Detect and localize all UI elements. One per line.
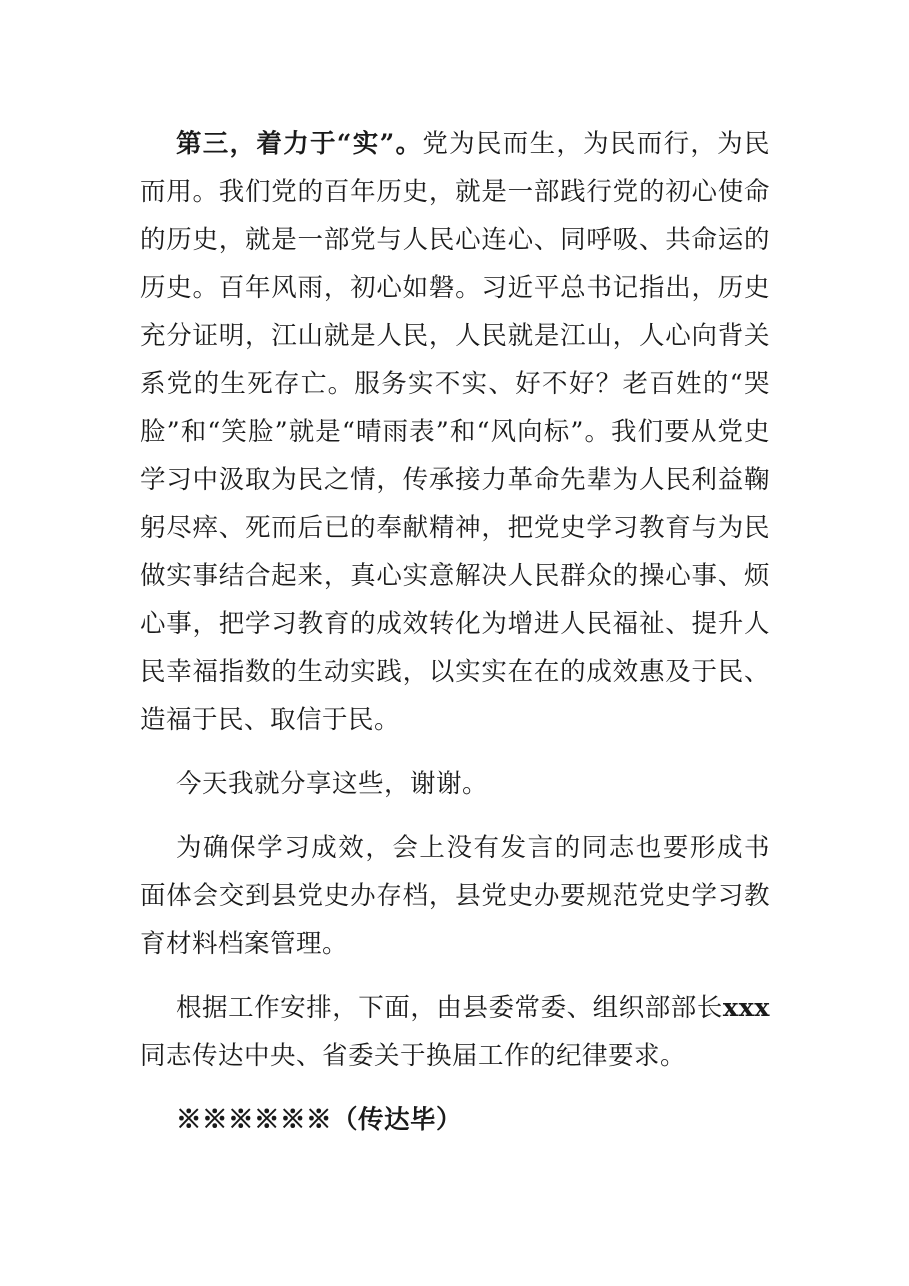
paragraph-work-arrangement bbox=[140, 984, 770, 1080]
paragraph-third-point bbox=[140, 120, 770, 744]
paragraph-thanks: 今天我就分享这些，谢谢。 bbox=[176, 769, 489, 799]
paragraph-relay-complete: ※※※※※※（传达毕） bbox=[176, 1105, 463, 1135]
paragraph-lead-heading: 第三，着力于“实”。 bbox=[176, 129, 423, 159]
official-name-placeholder: xxx bbox=[722, 993, 770, 1023]
document-page bbox=[140, 120, 770, 1160]
paragraph-body-text: 党为民而生，为民而行，为民而用。我们党的百年历史，就是一部践行党的初心使命的历史，就是一部党与人民心连心、同呼吸、共命运的历史。百年风雨，初心如磐。习近平总书记指出，历史充分证明，江山就是人民，人民就是江山，人心向背关系党的生死存亡。服务实不实、好不好？老百姓的“哭脸”和“笑脸”就是“晴雨表”和“风向标”。我们要从党史学习中汲取为民之情，传承接力革命先辈为人民利益鞠躬尽瘁、死而后已的奉献精神，把党史学习教育与为民做实事结合起来，真心实意解决人民群众的操心事、烦心事，把学习教育的成效转化为增进人民福祉、提升人民幸福指数的生动实践，以实实在在的成效惠及于民、造福于民、取信于民。 bbox=[140, 129, 770, 735]
arrangement-text-before: 根据工作安排，下面，由县委常委、组织部部长 bbox=[176, 993, 723, 1023]
paragraph-archive-instruction: 为确保学习成效，会上没有发言的同志也要形成书面体会交到县党史办存档，县党史办要规范党史学习教育材料档案管理。 bbox=[140, 833, 770, 959]
arrangement-text-after: 同志传达中央、省委关于换届工作的纪律要求。 bbox=[140, 1041, 687, 1071]
